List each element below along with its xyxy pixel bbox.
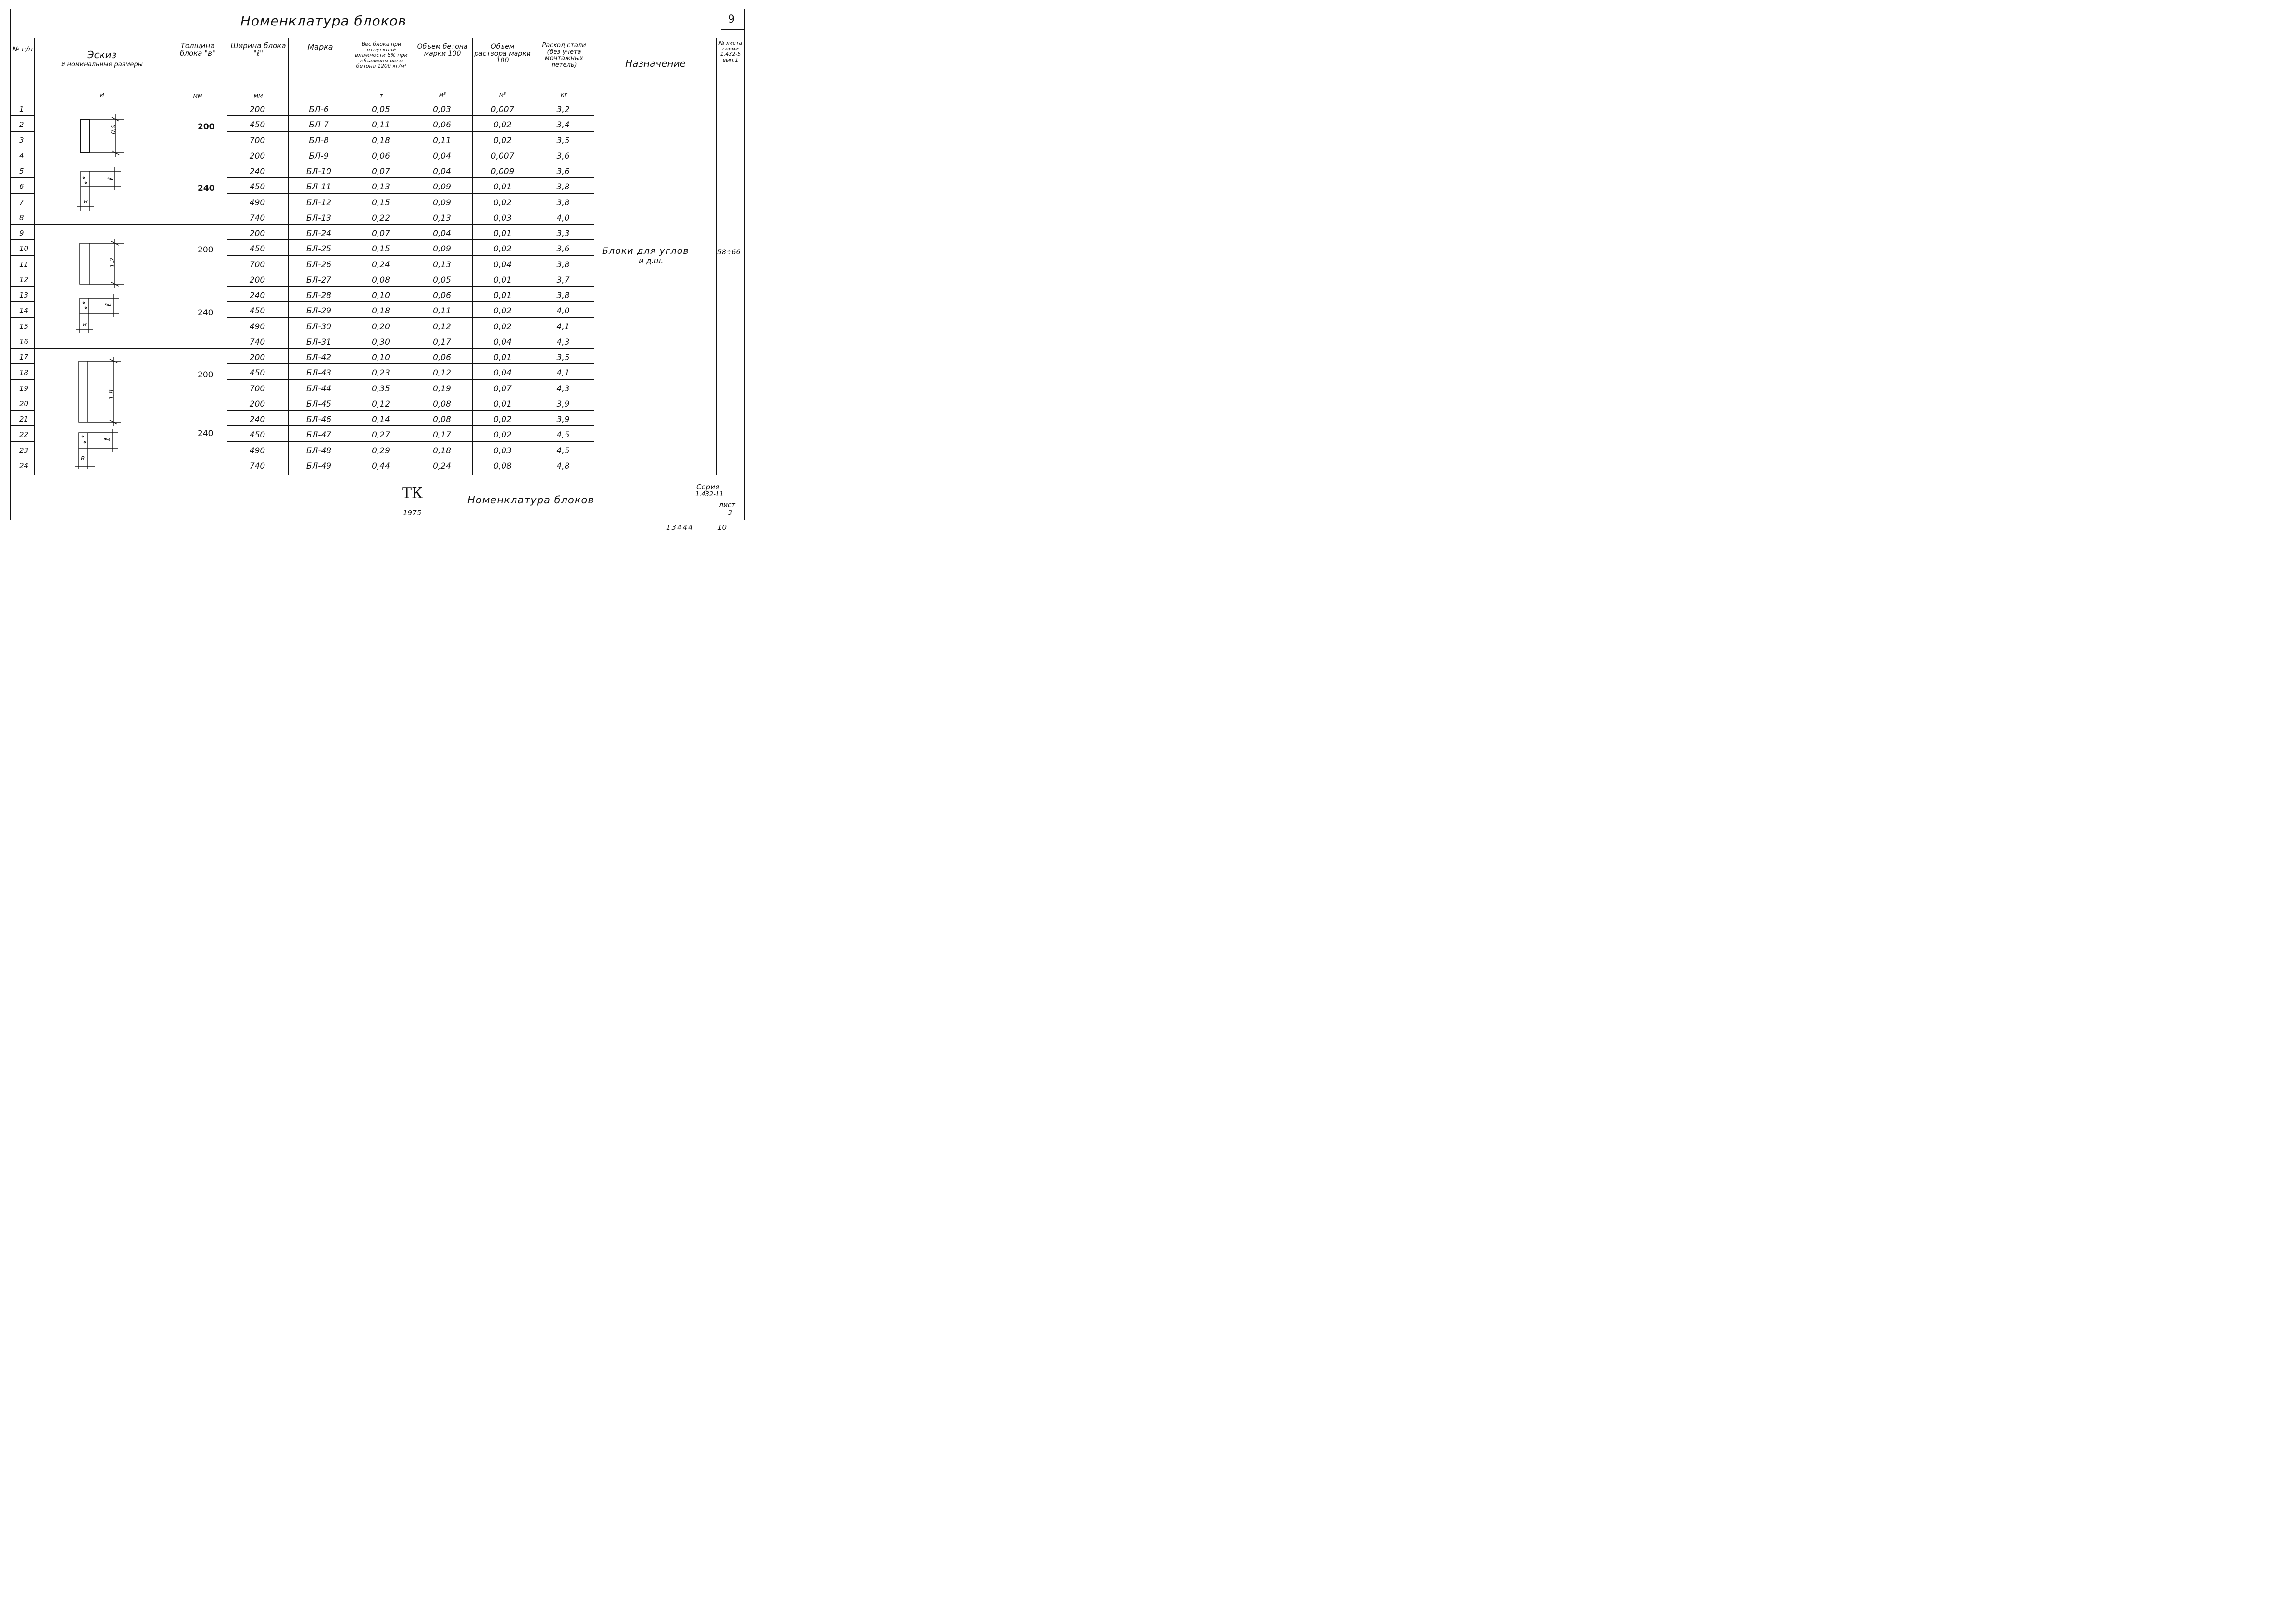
steel-cell: 4,0 bbox=[556, 306, 570, 316]
mark-cell: БЛ-26 bbox=[306, 260, 332, 270]
steel-cell: 3,3 bbox=[556, 229, 570, 238]
concrete-cell: 0,11 bbox=[433, 306, 451, 316]
header-concrete: Объем бетона марки 100 bbox=[417, 43, 468, 58]
dim-thick-1: в bbox=[84, 198, 88, 205]
concrete-cell: 0,18 bbox=[433, 446, 451, 456]
width-cell: 200 bbox=[249, 105, 265, 114]
page-number: 9 bbox=[728, 13, 735, 25]
dim-length-3: ℓ bbox=[102, 437, 112, 441]
concrete-cell: 0,09 bbox=[433, 244, 451, 254]
weight-cell: 0,14 bbox=[372, 415, 390, 425]
thickness-group: 240 bbox=[198, 184, 215, 193]
series-label: Серия bbox=[696, 483, 719, 491]
row-line bbox=[10, 379, 34, 380]
concrete-cell: 0,03 bbox=[433, 105, 451, 114]
row-line bbox=[227, 286, 594, 287]
mark-cell: БЛ-30 bbox=[306, 322, 332, 332]
mark-cell: БЛ-25 bbox=[306, 244, 332, 254]
row-number: 12 bbox=[19, 275, 29, 284]
concrete-cell: 0,19 bbox=[433, 384, 451, 394]
mortar-cell: 0,03 bbox=[493, 213, 512, 223]
row-number: 21 bbox=[19, 415, 29, 424]
mark-cell: БЛ-12 bbox=[306, 198, 332, 208]
row-number: 9 bbox=[19, 229, 24, 237]
concrete-cell: 0,09 bbox=[433, 182, 451, 192]
weight-cell: 0,11 bbox=[372, 120, 390, 130]
concrete-cell: 0,12 bbox=[433, 368, 451, 378]
purpose-text-2: и д.ш. bbox=[639, 256, 664, 265]
concrete-cell: 0,04 bbox=[433, 167, 451, 176]
weight-cell: 0,10 bbox=[372, 353, 390, 362]
width-cell: 740 bbox=[249, 461, 265, 471]
dim-length-2: ℓ bbox=[103, 303, 113, 307]
doc-number: 13444 bbox=[666, 523, 694, 532]
org-logo: ТК bbox=[402, 485, 423, 502]
steel-cell: 3,5 bbox=[556, 353, 570, 362]
steel-cell: 3,7 bbox=[556, 275, 570, 285]
width-cell: 450 bbox=[249, 368, 265, 378]
width-cell: 450 bbox=[249, 120, 265, 130]
sheet-range: 58÷66 bbox=[717, 249, 741, 256]
row-number: 20 bbox=[19, 399, 29, 408]
row-line bbox=[10, 286, 34, 287]
mark-cell: БЛ-47 bbox=[306, 430, 332, 440]
steel-cell: 3,6 bbox=[556, 151, 570, 161]
header-thickness-unit: мм bbox=[193, 92, 202, 99]
row-number: 18 bbox=[19, 368, 29, 377]
steel-cell: 4,8 bbox=[556, 461, 570, 471]
row-number: 8 bbox=[19, 213, 24, 222]
mortar-cell: 0,01 bbox=[493, 291, 512, 300]
steel-cell: 3,8 bbox=[556, 182, 570, 192]
sheet-value: 3 bbox=[728, 509, 732, 517]
concrete-cell: 0,08 bbox=[433, 415, 451, 425]
row-line bbox=[227, 177, 594, 178]
concrete-cell: 0,11 bbox=[433, 136, 451, 146]
block-sketch-medium bbox=[80, 243, 89, 284]
dim-height-3: 1,8 bbox=[108, 389, 115, 400]
weight-cell: 0,13 bbox=[372, 182, 390, 192]
header-sketch: Эскиз bbox=[87, 49, 117, 61]
purpose-text: Блоки для углов bbox=[602, 246, 689, 256]
weight-cell: 0,18 bbox=[372, 306, 390, 316]
row-line bbox=[227, 410, 594, 411]
row-line bbox=[227, 131, 594, 132]
row-line bbox=[227, 317, 594, 318]
width-cell: 240 bbox=[249, 167, 265, 176]
weight-cell: 0,07 bbox=[372, 167, 390, 176]
row-number: 6 bbox=[19, 182, 24, 191]
doc-page: 10 bbox=[717, 523, 727, 532]
col-line-conc bbox=[472, 38, 473, 475]
row-line bbox=[227, 239, 594, 240]
row-line bbox=[227, 441, 594, 442]
width-cell: 700 bbox=[249, 136, 265, 146]
block-sketches bbox=[35, 100, 169, 475]
row-number: 14 bbox=[19, 306, 29, 315]
row-line bbox=[227, 379, 594, 380]
steel-cell: 3,9 bbox=[556, 415, 570, 425]
concrete-cell: 0,13 bbox=[433, 213, 451, 223]
steel-cell: 3,9 bbox=[556, 399, 570, 409]
dim-thick-3: в bbox=[81, 454, 85, 462]
weight-cell: 0,24 bbox=[372, 260, 390, 270]
mortar-cell: 0,02 bbox=[493, 322, 512, 332]
row-line bbox=[10, 348, 34, 349]
row-number: 5 bbox=[19, 167, 24, 175]
header-weight-unit: т bbox=[379, 92, 383, 99]
weight-cell: 0,18 bbox=[372, 136, 390, 146]
header-mortar: Объем раствора марки 100 bbox=[474, 43, 531, 65]
row-line bbox=[10, 115, 34, 116]
weight-cell: 0,08 bbox=[372, 275, 390, 285]
mortar-cell: 0,01 bbox=[493, 275, 512, 285]
mortar-cell: 0,02 bbox=[493, 430, 512, 440]
col-line-width bbox=[288, 38, 289, 475]
mortar-cell: 0,009 bbox=[491, 167, 515, 176]
weight-cell: 0,27 bbox=[372, 430, 390, 440]
row-line bbox=[10, 301, 34, 302]
thickness-group: 200 bbox=[198, 122, 215, 132]
mortar-cell: 0,007 bbox=[491, 105, 515, 114]
concrete-cell: 0,13 bbox=[433, 260, 451, 270]
row-line bbox=[227, 193, 594, 194]
group-line bbox=[169, 348, 227, 349]
steel-cell: 3,4 bbox=[556, 120, 570, 130]
width-cell: 200 bbox=[249, 399, 265, 409]
row-line bbox=[10, 317, 34, 318]
thickness-group: 200 bbox=[198, 245, 214, 255]
mark-cell: БЛ-27 bbox=[306, 275, 332, 285]
mark-cell: БЛ-43 bbox=[306, 368, 332, 378]
concrete-cell: 0,24 bbox=[433, 461, 451, 471]
row-line bbox=[227, 363, 594, 364]
row-line bbox=[10, 177, 34, 178]
concrete-cell: 0,08 bbox=[433, 399, 451, 409]
width-cell: 700 bbox=[249, 260, 265, 270]
width-cell: 450 bbox=[249, 244, 265, 254]
header-width-unit: мм bbox=[253, 92, 263, 99]
header-width: Ширина блока "ℓ" bbox=[230, 41, 286, 58]
row-line bbox=[227, 348, 594, 349]
row-number: 7 bbox=[19, 198, 24, 207]
mark-cell: БЛ-46 bbox=[306, 415, 332, 425]
concrete-cell: 0,06 bbox=[433, 353, 451, 362]
row-number: 22 bbox=[19, 430, 29, 439]
mortar-cell: 0,02 bbox=[493, 244, 512, 254]
width-cell: 200 bbox=[249, 151, 265, 161]
weight-cell: 0,22 bbox=[372, 213, 390, 223]
row-line bbox=[10, 193, 34, 194]
steel-cell: 4,1 bbox=[556, 368, 570, 378]
row-number: 10 bbox=[19, 244, 29, 253]
mortar-cell: 0,08 bbox=[493, 461, 512, 471]
mortar-cell: 0,02 bbox=[493, 415, 512, 425]
steel-cell: 3,2 bbox=[556, 105, 570, 114]
concrete-cell: 0,04 bbox=[433, 229, 451, 238]
weight-cell: 0,30 bbox=[372, 337, 390, 347]
width-cell: 740 bbox=[249, 213, 265, 223]
dim-length-1: ℓ bbox=[106, 177, 115, 181]
weight-cell: 0,07 bbox=[372, 229, 390, 238]
header-thickness: Толщина блока "в" bbox=[180, 41, 215, 58]
row-number: 24 bbox=[19, 461, 29, 470]
dim-height-1: 0,9 bbox=[110, 124, 117, 134]
width-cell: 450 bbox=[249, 306, 265, 316]
header-sketch-sub: и номинальные размеры bbox=[61, 61, 143, 68]
dim-height-2: 1,2 bbox=[109, 258, 116, 268]
steel-cell: 3,8 bbox=[556, 198, 570, 208]
mark-cell: БЛ-7 bbox=[309, 120, 329, 130]
mortar-cell: 0,04 bbox=[493, 260, 512, 270]
mortar-cell: 0,01 bbox=[493, 229, 512, 238]
weight-cell: 0,12 bbox=[372, 399, 390, 409]
concrete-cell: 0,09 bbox=[433, 198, 451, 208]
weight-cell: 0,10 bbox=[372, 291, 390, 300]
header-sketch-unit: м bbox=[100, 91, 104, 98]
weight-cell: 0,20 bbox=[372, 322, 390, 332]
width-cell: 200 bbox=[249, 275, 265, 285]
mortar-cell: 0,07 bbox=[493, 384, 512, 394]
col-line-purpose bbox=[716, 38, 717, 475]
row-number: 16 bbox=[19, 337, 29, 346]
mark-cell: БЛ-44 bbox=[306, 384, 332, 394]
mark-cell: БЛ-13 bbox=[306, 213, 332, 223]
width-cell: 200 bbox=[249, 229, 265, 238]
steel-cell: 3,6 bbox=[556, 167, 570, 176]
weight-cell: 0,44 bbox=[372, 461, 390, 471]
mortar-cell: 0,02 bbox=[493, 136, 512, 146]
row-number: 4 bbox=[19, 151, 24, 160]
row-line bbox=[227, 301, 594, 302]
row-number: 3 bbox=[19, 136, 24, 145]
mark-cell: БЛ-48 bbox=[306, 446, 332, 456]
mark-cell: БЛ-9 bbox=[309, 151, 329, 161]
block-section bbox=[79, 433, 88, 448]
concrete-cell: 0,06 bbox=[433, 120, 451, 130]
header-sheet: № листа серии 1.432-5 вып.1 bbox=[718, 40, 743, 63]
row-line bbox=[227, 255, 594, 256]
row-number: 1 bbox=[19, 105, 24, 113]
mark-cell: БЛ-29 bbox=[306, 306, 332, 316]
header-weight: Вес блока при отпускной влажности 8% при объемном весе бетона 1200 кг/м³ bbox=[355, 41, 408, 70]
steel-cell: 3,8 bbox=[556, 291, 570, 300]
row-line bbox=[10, 255, 34, 256]
steel-cell: 4,1 bbox=[556, 322, 570, 332]
mark-cell: БЛ-31 bbox=[306, 337, 332, 347]
width-cell: 200 bbox=[249, 353, 265, 362]
row-line bbox=[10, 363, 34, 364]
concrete-cell: 0,17 bbox=[433, 337, 451, 347]
header-steel-unit: кг bbox=[560, 91, 568, 98]
mortar-cell: 0,01 bbox=[493, 399, 512, 409]
header-steel: Расход стали (без учета монтажных петель) bbox=[542, 42, 586, 69]
weight-cell: 0,35 bbox=[372, 384, 390, 394]
page-title: Номенклатура блоков bbox=[240, 13, 407, 29]
row-number: 2 bbox=[19, 120, 24, 129]
dim-thick-2: в bbox=[83, 321, 87, 328]
width-cell: 490 bbox=[249, 322, 265, 332]
concrete-cell: 0,04 bbox=[433, 151, 451, 161]
weight-cell: 0,15 bbox=[372, 198, 390, 208]
row-line bbox=[227, 425, 594, 426]
width-cell: 490 bbox=[249, 198, 265, 208]
concrete-cell: 0,17 bbox=[433, 430, 451, 440]
row-number: 17 bbox=[19, 353, 29, 362]
row-number: 15 bbox=[19, 322, 29, 331]
thickness-group: 240 bbox=[198, 429, 214, 438]
header-concrete-unit: м³ bbox=[439, 91, 446, 98]
header-num: № п/п bbox=[12, 46, 33, 53]
row-number: 11 bbox=[19, 260, 29, 269]
row-line bbox=[10, 425, 34, 426]
row-line bbox=[10, 441, 34, 442]
mark-cell: БЛ-8 bbox=[309, 136, 329, 146]
mark-cell: БЛ-11 bbox=[306, 182, 332, 192]
row-line bbox=[227, 224, 594, 225]
weight-cell: 0,06 bbox=[372, 151, 390, 161]
block-sketch-large bbox=[79, 361, 88, 422]
mortar-cell: 0,03 bbox=[493, 446, 512, 456]
mark-cell: БЛ-42 bbox=[306, 353, 332, 362]
concrete-cell: 0,05 bbox=[433, 275, 451, 285]
footer-title: Номенклатура блоков bbox=[467, 494, 594, 506]
row-number: 23 bbox=[19, 446, 29, 455]
block-sketch-small bbox=[81, 119, 89, 153]
mortar-cell: 0,01 bbox=[493, 353, 512, 362]
block-section bbox=[81, 171, 89, 187]
width-cell: 240 bbox=[249, 291, 265, 300]
concrete-cell: 0,12 bbox=[433, 322, 451, 332]
footer-year: 1975 bbox=[403, 509, 422, 517]
width-cell: 450 bbox=[249, 182, 265, 192]
steel-cell: 4,3 bbox=[556, 384, 570, 394]
row-line bbox=[10, 131, 34, 132]
width-cell: 240 bbox=[249, 415, 265, 425]
mortar-cell: 0,02 bbox=[493, 198, 512, 208]
concrete-cell: 0,06 bbox=[433, 291, 451, 300]
mark-cell: БЛ-45 bbox=[306, 399, 332, 409]
row-number: 19 bbox=[19, 384, 29, 393]
header-mark: Марка bbox=[307, 42, 333, 51]
weight-cell: 0,29 bbox=[372, 446, 390, 456]
thickness-group: 200 bbox=[198, 370, 214, 380]
steel-cell: 4,5 bbox=[556, 446, 570, 456]
weight-cell: 0,05 bbox=[372, 105, 390, 114]
weight-cell: 0,15 bbox=[372, 244, 390, 254]
sheet-label: лист bbox=[719, 501, 735, 509]
steel-cell: 4,5 bbox=[556, 430, 570, 440]
steel-cell: 4,0 bbox=[556, 213, 570, 223]
mark-cell: БЛ-28 bbox=[306, 291, 332, 300]
mortar-cell: 0,02 bbox=[493, 120, 512, 130]
steel-cell: 3,6 bbox=[556, 244, 570, 254]
width-cell: 490 bbox=[249, 446, 265, 456]
steel-cell: 3,8 bbox=[556, 260, 570, 270]
weight-cell: 0,23 bbox=[372, 368, 390, 378]
row-line bbox=[227, 115, 594, 116]
steel-cell: 4,3 bbox=[556, 337, 570, 347]
width-cell: 740 bbox=[249, 337, 265, 347]
mark-cell: БЛ-49 bbox=[306, 461, 332, 471]
header-mortar-unit: м³ bbox=[499, 91, 506, 98]
mortar-cell: 0,04 bbox=[493, 368, 512, 378]
mortar-cell: 0,01 bbox=[493, 182, 512, 192]
mortar-cell: 0,007 bbox=[491, 151, 515, 161]
thickness-group: 240 bbox=[198, 308, 214, 318]
series-value: 1.432-11 bbox=[695, 491, 724, 498]
row-line bbox=[10, 239, 34, 240]
block-section bbox=[80, 298, 88, 313]
steel-cell: 3,5 bbox=[556, 136, 570, 146]
width-cell: 450 bbox=[249, 430, 265, 440]
row-line bbox=[10, 410, 34, 411]
mark-cell: БЛ-10 bbox=[306, 167, 332, 176]
mortar-cell: 0,02 bbox=[493, 306, 512, 316]
row-line bbox=[10, 224, 34, 225]
mark-cell: БЛ-24 bbox=[306, 229, 332, 238]
width-cell: 700 bbox=[249, 384, 265, 394]
header-purpose: Назначение bbox=[625, 58, 686, 69]
mark-cell: БЛ-6 bbox=[309, 105, 329, 114]
group-line bbox=[169, 224, 227, 225]
mortar-cell: 0,04 bbox=[493, 337, 512, 347]
row-number: 13 bbox=[19, 291, 29, 300]
